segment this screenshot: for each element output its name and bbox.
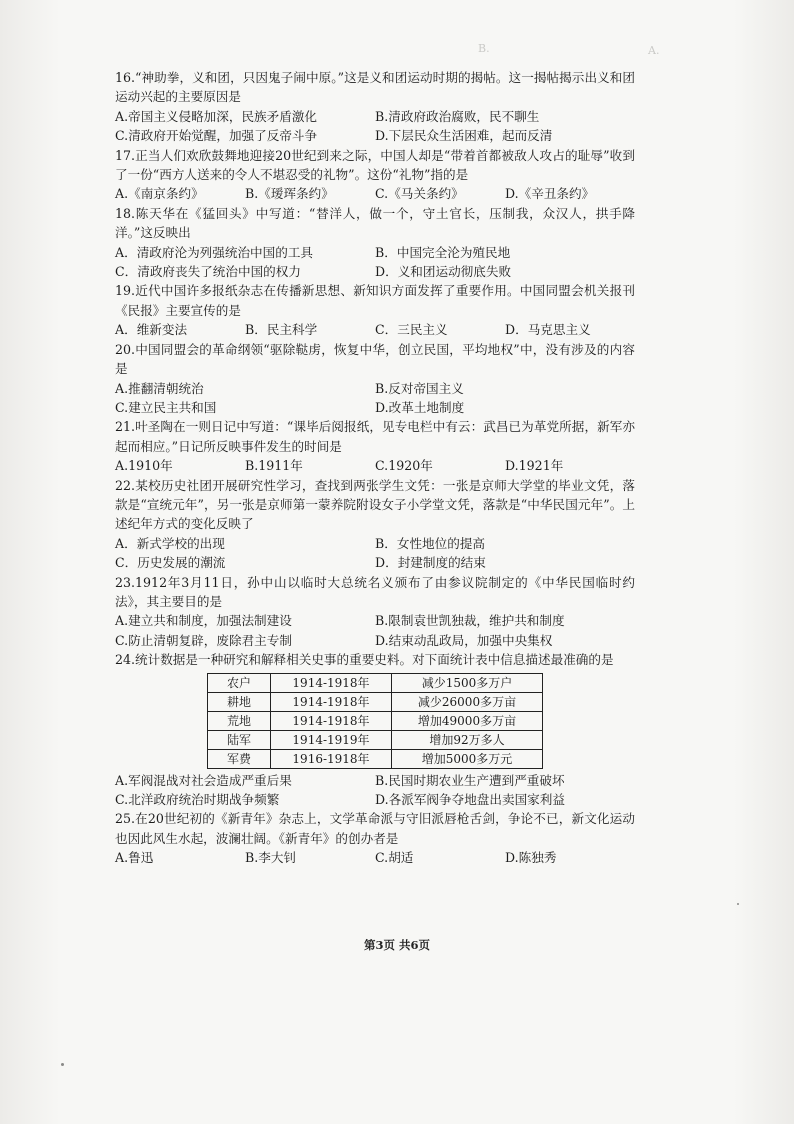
table-cell: 1916-1918年	[271, 749, 392, 768]
option-b: B．民主科学	[245, 322, 318, 338]
question-20	[115, 340, 635, 418]
option-a: A.建立共和制度，加强法制建设	[115, 613, 292, 629]
question-18	[115, 204, 635, 282]
table-cell: 耕地	[208, 692, 271, 711]
question-stem: 23.1912年3月11日，孙中山以临时大总统名义颁布了由参议院制定的《中华民国临时约法》，其主要目的是	[115, 574, 635, 609]
option-list	[115, 184, 635, 203]
question-stem: 20.中国同盟会的革命纲领“驱除鞑虏，恢复中华，创立民国，平均地权”中，没有涉及的内容是	[115, 341, 635, 377]
table-row	[208, 749, 543, 768]
option-d: D.各派军阀争夺地盘出卖国家利益	[375, 792, 565, 807]
option-c: C.北洋政府统治时期战争频繁	[115, 792, 280, 807]
question-16	[115, 68, 635, 146]
option-d: D．马克思主义	[505, 322, 591, 338]
option-list	[115, 456, 635, 475]
exam-content	[115, 68, 635, 868]
option-d: D．义和团运动彻底失败	[375, 264, 512, 280]
option-b: B.清政府政治腐败，民不聊生	[375, 108, 540, 124]
option-d: D.改革土地制度	[375, 399, 465, 415]
question-23	[115, 573, 635, 651]
option-c: C．三民主义	[375, 322, 448, 338]
statistics-table	[207, 673, 543, 769]
option-c: C.《马关条约》	[375, 186, 464, 202]
option-list	[115, 534, 635, 573]
option-a: A.推翻清朝统治	[115, 380, 204, 396]
table-cell: 减少1500多万户	[392, 673, 543, 692]
option-c: C.防止清朝复辟，废除君主专制	[115, 632, 292, 648]
question-stem: 21.叶圣陶在一则日记中写道：“课毕后阅报纸，见专电栏中有云：武昌已为革党所据，新军亦起而相应。”日记所反映事件发生的时间是	[115, 419, 635, 454]
question-stem: 17.正当人们欢欣鼓舞地迎接20世纪到来之际，中国人却是“带着首都被敌人攻占的耻辱”收到了一份“西方人送来的令人不堪忍受的礼物”。这份“礼物”指的是	[115, 147, 635, 183]
option-b: B.民国时期农业生产遭到严重破坏	[375, 772, 565, 788]
option-a: A.1910年	[115, 458, 173, 474]
option-list	[115, 243, 635, 282]
question-stem: 19.近代中国许多报纸杂志在传播新思想、新知识方面发挥了重要作用。中国同盟会机关报刊《民报》主要宣传的是	[115, 283, 635, 318]
option-a: A.鲁迅	[115, 850, 154, 866]
scan-speck	[737, 903, 739, 905]
option-d: D.陈独秀	[505, 850, 557, 866]
option-b: B．女性地位的提高	[375, 535, 486, 551]
option-c: C．历史发展的潮流	[115, 555, 226, 571]
option-b: B．中国完全沦为殖民地	[375, 244, 511, 260]
option-list	[115, 771, 635, 810]
scan-speck	[61, 1063, 64, 1066]
option-a: A.《南京条约》	[115, 186, 204, 202]
option-c: C.胡适	[375, 850, 414, 866]
question-stem: 25.在20世纪初的《新青年》杂志上，文学革命派与守旧派唇枪舌剑，争论不已，新文化运动也因此风生水起，波澜壮阔。《新青年》的创办者是	[115, 811, 635, 846]
question-stem: 16.“神助拳，义和团，只因鬼子闹中原。”这是义和团运动时期的揭帖。这一揭帖揭示出义和团运动兴起的主要原因是	[115, 70, 635, 105]
option-a: A.军阀混战对社会造成严重后果	[115, 772, 292, 788]
option-list	[115, 611, 635, 650]
table-row	[208, 711, 543, 730]
option-c: C.1920年	[375, 458, 433, 474]
question-24	[115, 650, 635, 809]
table-cell: 陆军	[208, 730, 271, 749]
option-a: A.帝国主义侵略加深，民族矛盾激化	[115, 108, 318, 124]
table-cell: 1914-1919年	[271, 730, 392, 749]
question-17	[115, 146, 635, 204]
option-d: D.1921年	[505, 458, 564, 474]
option-a: A．新式学校的出现	[115, 535, 225, 551]
table-cell: 1914-1918年	[271, 711, 392, 730]
table-cell: 军费	[208, 749, 271, 768]
option-list	[115, 320, 635, 339]
option-d: D．封建制度的结束	[375, 555, 486, 571]
table-cell: 增加92万多人	[392, 730, 543, 749]
table-cell: 1914-1918年	[271, 673, 392, 692]
question-21	[115, 417, 635, 475]
option-c: C.建立民主共和国	[115, 399, 217, 415]
question-stem: 24.统计数据是一种研究和解释相关史事的重要史料。对下面统计表中信息描述最准确的是	[115, 652, 614, 668]
option-b: B.限制袁世凯独裁，维护共和制度	[375, 613, 565, 629]
option-b: B.反对帝国主义	[375, 380, 464, 396]
question-stem: 18.陈天华在《猛回头》中写道：“替洋人，做一个，守土官长，压制我，众汉人，拱手降洋。”这反映出	[115, 205, 635, 241]
question-22	[115, 476, 635, 573]
page-number: 第3页 共6页	[363, 938, 430, 952]
table-cell: 增加49000多万亩	[392, 711, 543, 730]
question-25	[115, 809, 635, 867]
table-cell: 1914-1918年	[271, 692, 392, 711]
table-cell: 荒地	[208, 711, 271, 730]
table-row	[208, 692, 543, 711]
question-19	[115, 281, 635, 339]
option-d: D.结束动乱政局，加强中央集权	[375, 632, 553, 648]
option-c: C.清政府开始觉醒，加强了反帝斗争	[115, 128, 318, 144]
table-row	[208, 673, 543, 692]
option-c: C．清政府丧失了统治中国的权力	[115, 264, 301, 280]
bleed-through-text: A.	[648, 44, 660, 57]
question-stem: 22.某校历史社团开展研究性学习，查找到两张学生文凭：一张是京师大学堂的毕业文凭，落款是“宣统元年”，另一张是京师第一蒙养院附设女子小学堂文凭，落款是“中华民国元年”。上述纪年方式的变化反映了	[115, 477, 635, 532]
option-b: B.1911年	[245, 458, 303, 474]
option-b: B.李大钊	[245, 850, 297, 866]
option-a: A．维新变法	[115, 322, 188, 338]
table-cell: 增加5000多万元	[392, 749, 543, 768]
option-list	[115, 379, 635, 418]
table-row	[208, 730, 543, 749]
option-a: A．清政府沦为列强统治中国的工具	[115, 244, 314, 260]
option-b: B.《瑷珲条约》	[245, 186, 334, 202]
option-d: D.下层民众生活困难，起而反清	[375, 128, 553, 144]
option-list	[115, 107, 635, 146]
bleed-through-text: B.	[478, 42, 490, 55]
option-d: D.《辛丑条约》	[505, 186, 595, 202]
table-cell: 农户	[208, 673, 271, 692]
table-cell: 减少26000多万亩	[392, 692, 543, 711]
option-list	[115, 848, 635, 867]
